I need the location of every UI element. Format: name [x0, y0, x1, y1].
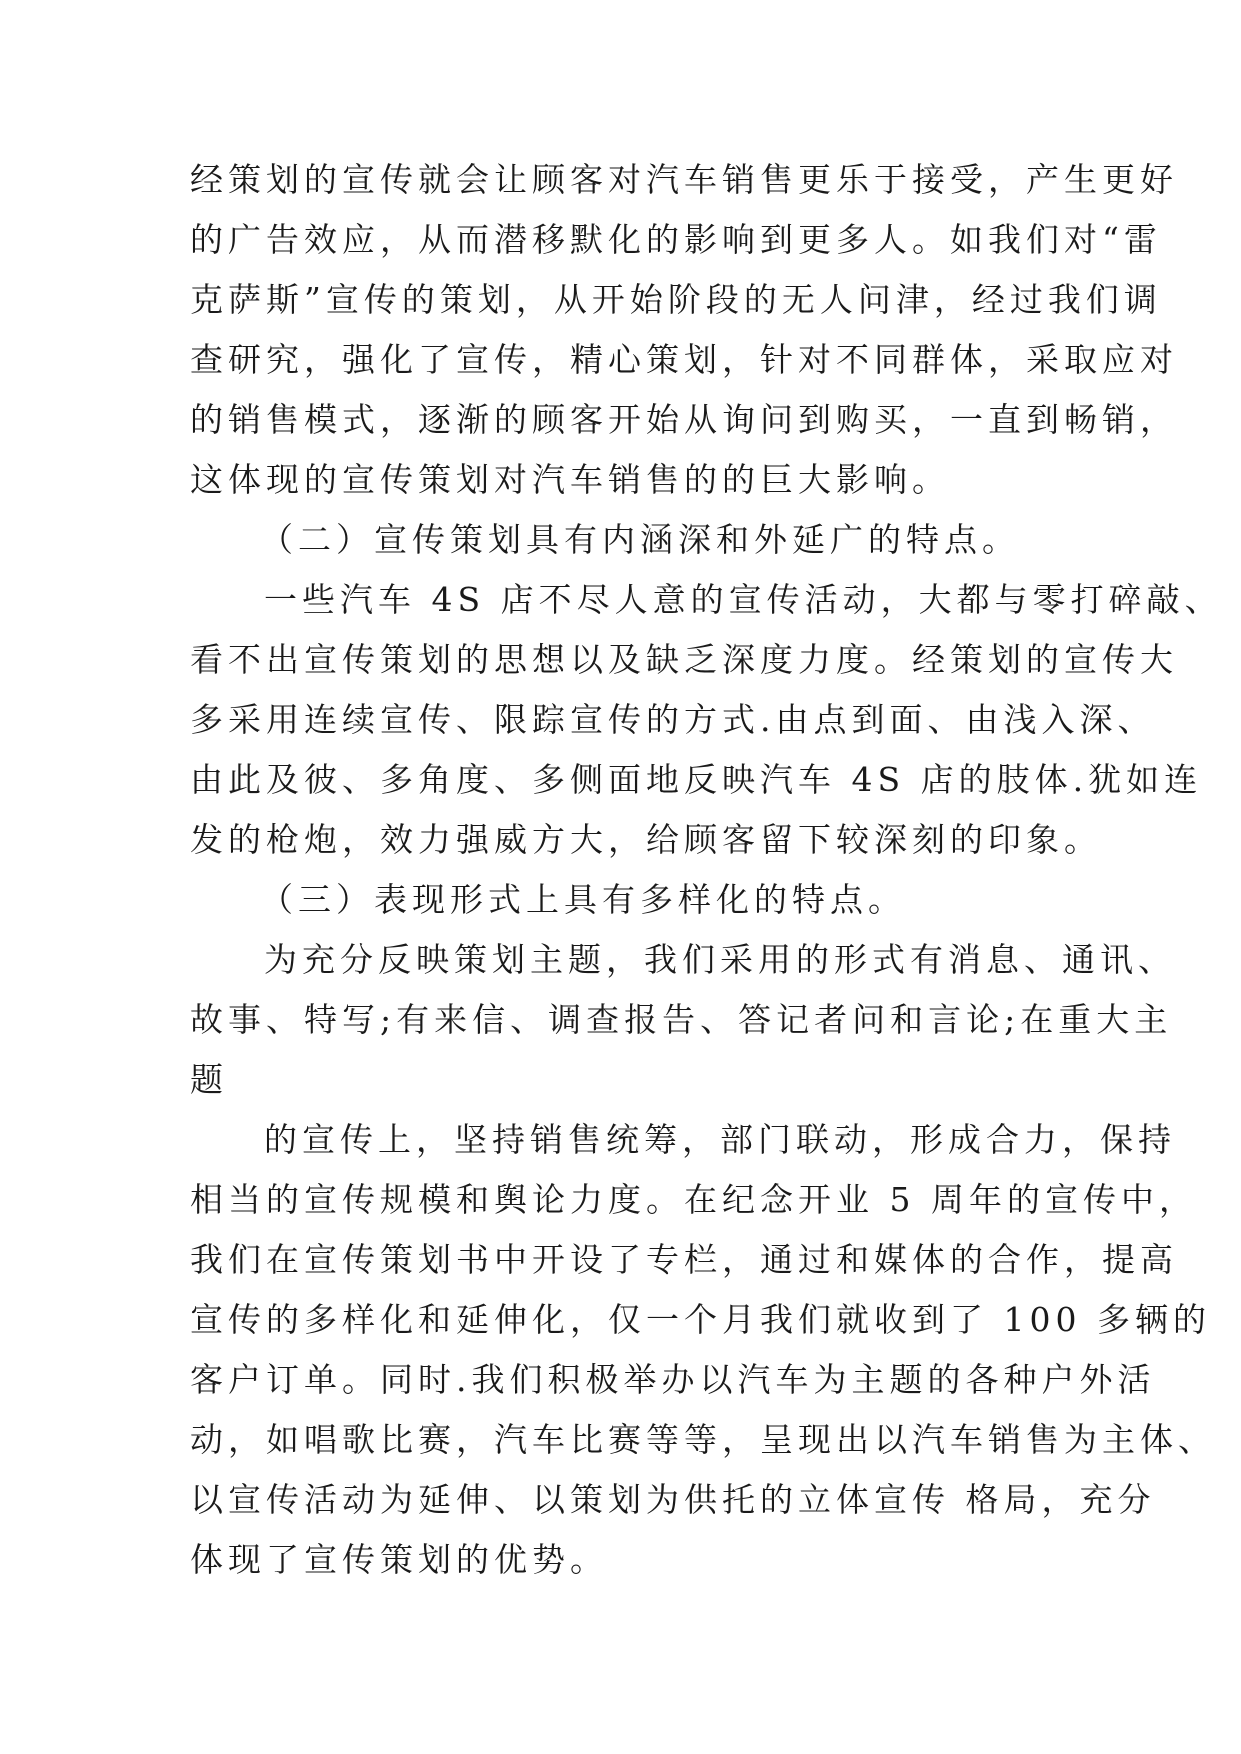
section-heading: （二）宣传策划具有内涵深和外延广的特点。	[260, 520, 1020, 559]
text-line: 多采用连续宣传、限踪宣传的方式.由点到面、由浅入深、	[190, 700, 1156, 739]
text-line: 发的枪炮，效力强威方大，给顾客留下较深刻的印象。	[190, 820, 1102, 859]
text-line: 动，如唱歌比赛，汽车比赛等等，呈现出以汽车销售为主体、	[190, 1420, 1216, 1459]
text-line: 客户订单。同时.我们积极举办以汽车为主题的各种户外活	[190, 1360, 1156, 1399]
text-line: 为充分反映策划主题，我们采用的形式有消息、通讯、	[264, 940, 1176, 979]
text-line: 的销售模式，逐渐的顾客开始从询问到购买，一直到畅销，	[190, 400, 1178, 439]
text-line: 经策划的宣传就会让顾客对汽车销售更乐于接受，产生更好	[190, 160, 1178, 199]
text-line: 由此及彼、多角度、多侧面地反映汽车 4S 店的肢体.犹如连	[190, 760, 1203, 799]
section-heading: （三）表现形式上具有多样化的特点。	[260, 880, 906, 919]
text-line: 的宣传上，坚持销售统筹，部门联动，形成合力，保持	[264, 1120, 1176, 1159]
text-line: 查研究，强化了宣传，精心策划，针对不同群体，采取应对	[190, 340, 1178, 379]
text-line: 克萨斯”宣传的策划，从开始阶段的无人问津，经过我们调	[190, 280, 1162, 319]
text-line: 相当的宣传规模和舆论力度。在纪念开业 5 周年的宣传中，	[190, 1180, 1197, 1219]
text-line: 宣传的多样化和延伸化，仅一个月我们就收到了 100 多辆的	[190, 1300, 1211, 1339]
text-line: 我们在宣传策划书中开设了专栏，通过和媒体的合作，提高	[190, 1240, 1178, 1279]
text-line: 这体现的宣传策划对汽车销售的的巨大影响。	[190, 460, 950, 499]
text-line: 题	[190, 1060, 228, 1099]
text-line: 一些汽车 4S 店不尽人意的宣传活动，大都与零打碎敲、	[264, 580, 1223, 619]
text-line: 看不出宣传策划的思想以及缺乏深度力度。经策划的宣传大	[190, 640, 1178, 679]
text-line: 体现了宣传策划的优势。	[190, 1540, 608, 1579]
text-line: 故事、特写;有来信、调查报告、答记者问和言论;在重大主	[190, 1000, 1173, 1039]
text-line: 的广告效应，从而潜移默化的影响到更多人。如我们对“雷	[190, 220, 1162, 259]
text-line: 以宣传活动为延伸、以策划为供托的立体宣传 格局，充分	[190, 1480, 1156, 1519]
document-body	[190, 150, 1223, 1590]
